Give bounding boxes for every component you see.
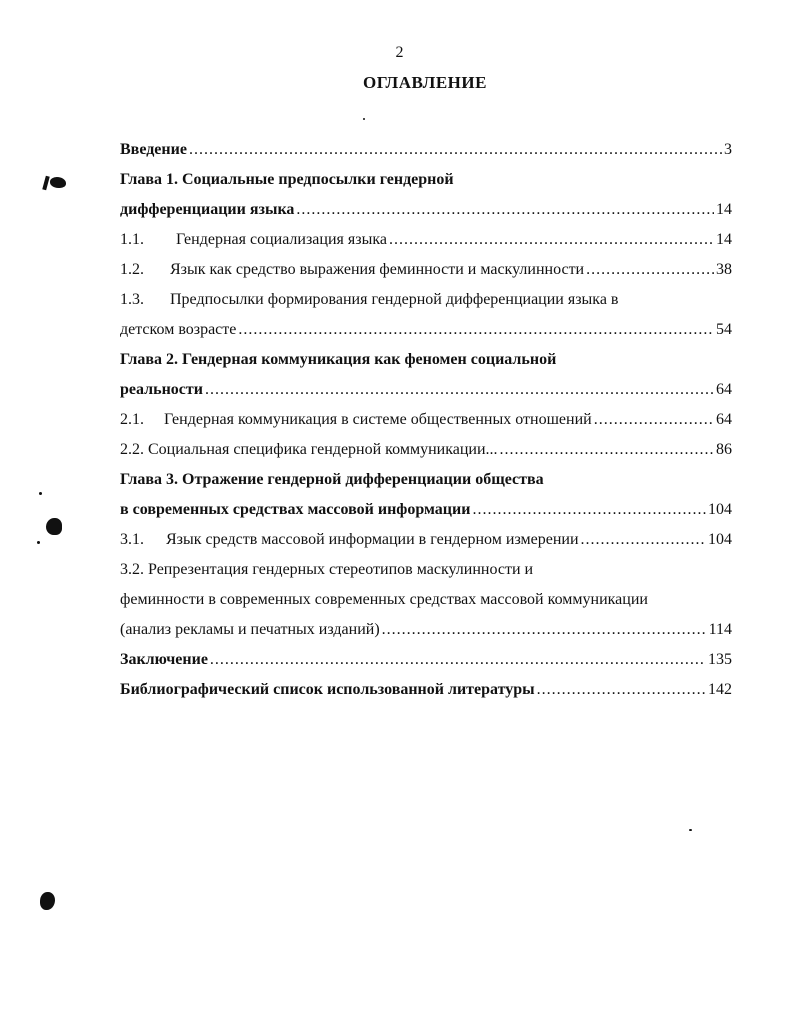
scan-speck bbox=[40, 892, 55, 910]
dot-leader bbox=[389, 228, 714, 252]
toc-page-number: 86 bbox=[716, 441, 732, 458]
toc-section-1-1 bbox=[120, 228, 732, 252]
toc-section-number: 1.1. bbox=[120, 231, 144, 248]
scan-speck bbox=[39, 492, 42, 495]
toc-section-number: 2.1. bbox=[120, 411, 144, 428]
dot-leader bbox=[382, 618, 707, 642]
toc-entry-conclusion bbox=[120, 648, 732, 672]
dot-leader bbox=[472, 498, 706, 522]
toc-section-2-2 bbox=[120, 438, 732, 462]
dot-leader bbox=[189, 138, 722, 162]
scan-speck bbox=[37, 541, 40, 544]
toc-entry-text: Библиографический список использованной литературы bbox=[120, 681, 535, 698]
toc-page-number: 135 bbox=[708, 651, 732, 668]
toc-entry-text: Гендерная социализация языка bbox=[176, 231, 387, 248]
toc-entry-text: Заключение bbox=[120, 651, 208, 668]
dot-leader bbox=[500, 438, 714, 462]
toc-page-number: 104 bbox=[708, 501, 732, 518]
dot-leader bbox=[210, 648, 706, 672]
scan-speck bbox=[363, 118, 365, 120]
toc-section-3-1 bbox=[120, 528, 732, 552]
scan-speck bbox=[50, 177, 66, 188]
toc-section-1-3-heading bbox=[120, 288, 732, 312]
toc-page-number: 114 bbox=[708, 621, 732, 638]
toc-page-number: 14 bbox=[716, 201, 732, 218]
dot-leader bbox=[296, 198, 714, 222]
dot-leader bbox=[537, 678, 706, 702]
page-number: 2 bbox=[395, 44, 404, 61]
toc-section-3-2-heading: 3.2. Репрезентация гендерных стереотипов маскулинности и bbox=[120, 561, 534, 578]
scan-speck bbox=[46, 518, 62, 535]
toc-entry-text: (анализ рекламы и печатных изданий) bbox=[120, 621, 380, 638]
toc-entry-introduction bbox=[120, 138, 732, 162]
toc-page-number: 64 bbox=[716, 411, 732, 428]
toc-entry-bibliography bbox=[120, 678, 732, 702]
scan-speck bbox=[42, 176, 49, 191]
toc-entry-text: 2.2. Социальная специфика гендерной коммуникации... bbox=[120, 441, 498, 458]
toc-entry-text: реальности bbox=[120, 381, 203, 398]
toc-page-number: 3 bbox=[724, 141, 732, 158]
toc-section-1-2 bbox=[120, 258, 732, 282]
dot-leader bbox=[586, 258, 714, 282]
toc-section-2-1 bbox=[120, 408, 732, 432]
toc-entry-text: в современных средствах массовой информации bbox=[120, 501, 471, 518]
toc-chapter-2 bbox=[120, 378, 732, 402]
toc-section-3-2-line-2: феминности в современных современных средствах массовой коммуникации bbox=[120, 591, 648, 608]
toc-entry-text: Предпосылки формирования гендерной дифференциации языка в bbox=[170, 291, 619, 308]
toc-chapter-3 bbox=[120, 498, 732, 522]
toc-page-number: 142 bbox=[708, 681, 732, 698]
toc-page-number: 64 bbox=[716, 381, 732, 398]
toc-chapter-3-heading: Глава 3. Отражение гендерной дифференциации общества bbox=[120, 471, 544, 488]
toc-entry-text: Введение bbox=[120, 141, 187, 158]
toc-section-number: 3.1. bbox=[120, 531, 144, 548]
toc-page-number: 14 bbox=[716, 231, 732, 248]
toc-chapter-2-heading: Глава 2. Гендерная коммуникация как феномен социальной bbox=[120, 351, 557, 368]
dot-leader bbox=[205, 378, 714, 402]
toc-section-number: 1.2. bbox=[120, 261, 144, 278]
toc-chapter-1-heading: Глава 1. Социальные предпосылки гендерной bbox=[120, 171, 454, 188]
toc-entry-text: Язык как средство выражения феминности и маскулинности bbox=[170, 261, 585, 278]
toc-entry-text: Язык средств массовой информации в гендерном измерении bbox=[166, 531, 579, 548]
toc-page-number: 38 bbox=[716, 261, 732, 278]
toc-section-3-2 bbox=[120, 618, 732, 642]
toc-section-number: 1.3. bbox=[120, 291, 144, 308]
toc-page-number: 104 bbox=[708, 531, 732, 548]
toc-page-number: 54 bbox=[716, 321, 732, 338]
dot-leader bbox=[238, 318, 714, 342]
toc-entry-text: дифференциации языка bbox=[120, 201, 295, 218]
toc-entry-text: Гендерная коммуникация в системе общественных отношений bbox=[164, 411, 592, 428]
page-title: ОГЛАВЛЕНИЕ bbox=[363, 73, 487, 92]
toc-section-1-3 bbox=[120, 318, 732, 342]
toc-chapter-1 bbox=[120, 198, 732, 222]
scan-speck bbox=[689, 829, 692, 831]
dot-leader bbox=[594, 408, 714, 432]
toc-entry-text: детском возрасте bbox=[120, 321, 237, 338]
dot-leader bbox=[581, 528, 706, 552]
